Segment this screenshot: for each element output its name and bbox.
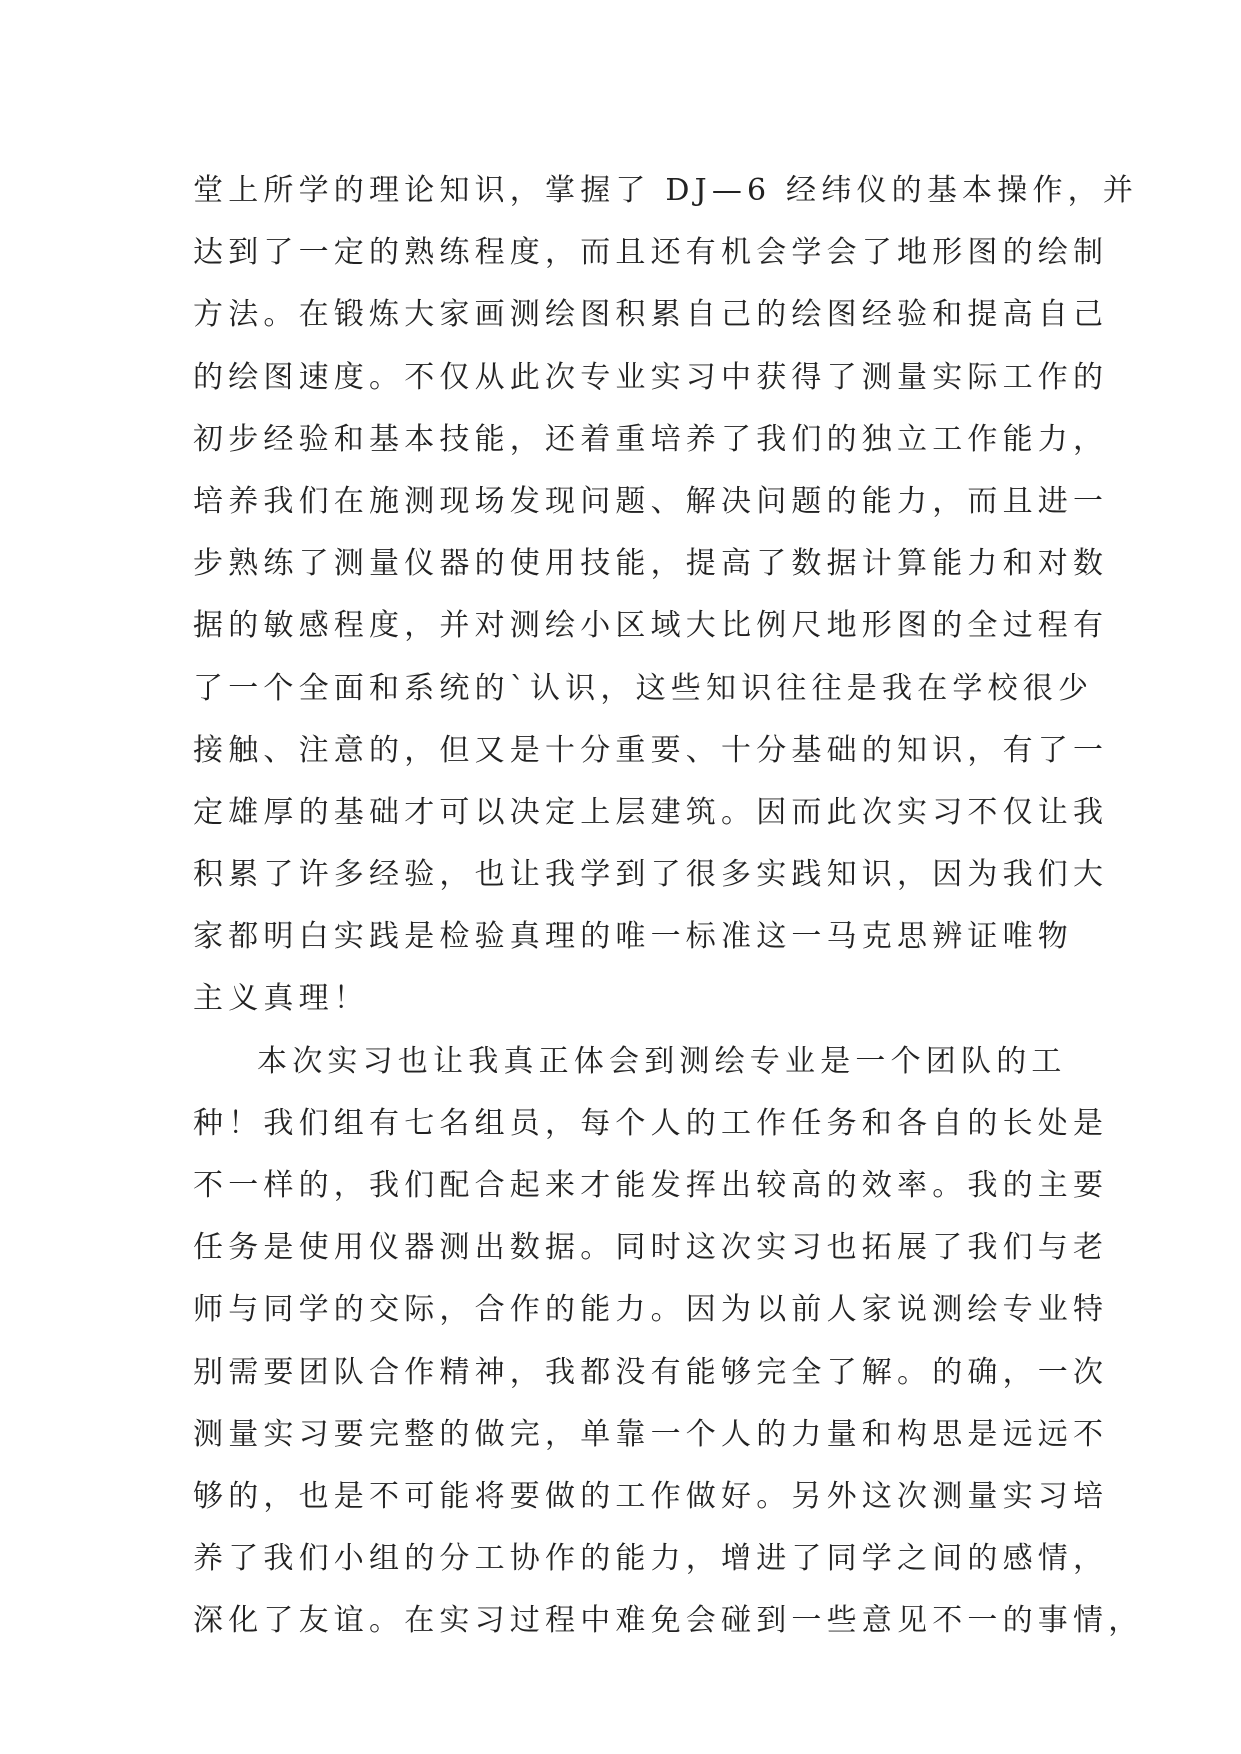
paragraph-1 xyxy=(193,160,1139,1031)
text-line: 定雄厚的基础才可以决定上层建筑。因而此次实习不仅让我 xyxy=(193,794,1109,830)
text-line: 步熟练了测量仪器的使用技能，提高了数据计算能力和对数 xyxy=(193,546,1109,582)
text-line: 深化了友谊。在实习过程中难免会碰到一些意见不一的事情， xyxy=(193,1603,1144,1639)
text-line: 够的，也是不可能将要做的工作做好。另外这次测量实习培 xyxy=(193,1478,1109,1514)
text-line: 师与同学的交际，合作的能力。因为以前人家说测绘专业特 xyxy=(193,1292,1109,1328)
text-line: 别需要团队合作精神，我都没有能够完全了解。的确，一次 xyxy=(193,1354,1109,1390)
text-line: 初步经验和基本技能，还着重培养了我们的独立工作能力， xyxy=(193,421,1109,457)
text-line: 不一样的，我们配合起来才能发挥出较高的效率。我的主要 xyxy=(193,1168,1109,1203)
text-line: 主义真理！ xyxy=(193,981,369,1017)
text-line: 接触、注意的，但又是十分重要、十分基础的知识，有了一 xyxy=(193,732,1109,768)
text-line: 本次实习也让我真正体会到测绘专业是一个团队的工 xyxy=(257,1043,1067,1079)
text-line: 任务是使用仪器测出数据。同时这次实习也拓展了我们与老 xyxy=(193,1230,1109,1266)
text-line: 的绘图速度。不仅从此次专业实习中获得了测量实际工作的 xyxy=(193,359,1109,395)
text-line: 测量实习要完整的做完，单靠一个人的力量和构思是远远不 xyxy=(193,1416,1109,1452)
text-line: 种！我们组有七名组员，每个人的工作任务和各自的长处是 xyxy=(193,1105,1109,1141)
text-line: 据的敏感程度，并对测绘小区域大比例尺地形图的全过程有 xyxy=(193,608,1109,644)
document-body xyxy=(193,160,1144,1653)
text-line: 家都明白实践是检验真理的唯一标准这一马克思辨证唯物 xyxy=(193,919,1073,955)
text-line: 养了我们小组的分工协作的能力，增进了同学之间的感情， xyxy=(193,1541,1109,1577)
text-line: 培养我们在施测现场发现问题、解决问题的能力，而且进一 xyxy=(193,483,1109,519)
text-line: 方法。在锻炼大家画测绘图积累自己的绘图经验和提高自己 xyxy=(193,297,1109,333)
text-line: 了一个全面和系统的`认识，这些知识往往是我在学校很少 xyxy=(193,670,1094,706)
text-line: 达到了一定的熟练程度，而且还有机会学会了地形图的绘制 xyxy=(193,235,1109,271)
paragraph-2 xyxy=(193,1031,1144,1653)
text-line: 积累了许多经验，也让我学到了很多实践知识，因为我们大 xyxy=(193,857,1109,893)
text-line: 堂上所学的理论知识，掌握了 DJ—6 经纬仪的基本操作，并 xyxy=(193,173,1139,208)
